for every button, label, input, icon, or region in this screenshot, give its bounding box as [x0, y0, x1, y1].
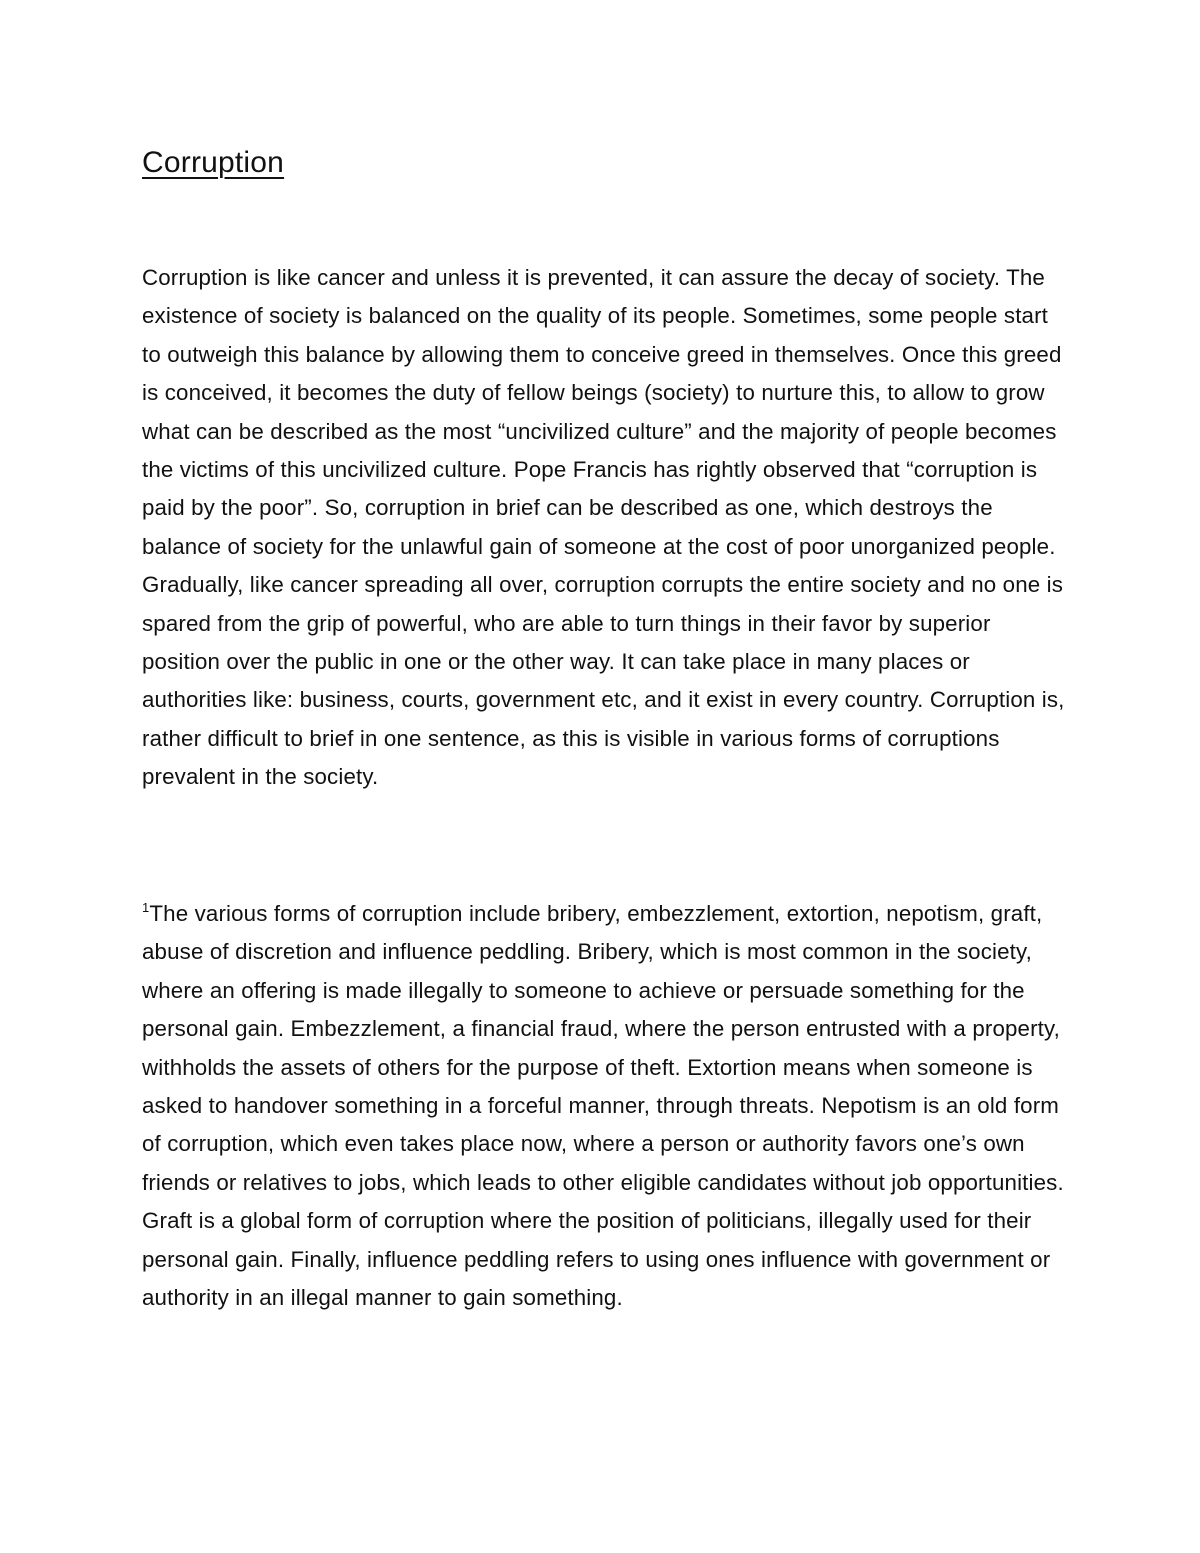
paragraph-2-text: The various forms of corruption include bribery, embezzlement, extortion, nepotism, graft, abuse of discretion and influence peddling. Bribery, which is most common in the society, where an offering is made illegally to someone to achieve or persuade something for the personal gain. Embezzlement, a financial fraud, where the person entrusted with a property, withholds the assets of others for the purpose of theft. Extortion means when someone is asked to handover something in a forceful manner, through threats. Nepotism is an old form of corruption, which even takes place now, where a person or authority favors one’s own friends or relatives to jobs, which leads to other eligible candidates without job opportunities. Graft is a global form of corruption where the position of politicians, illegally used for their personal gain. Finally, influence peddling refers to using ones influence with government or authority in an illegal manner to gain something.: [142, 901, 1064, 1311]
page-title: Corruption: [142, 146, 285, 179]
footnote-marker[interactable]: 1: [142, 900, 150, 915]
paragraph-1-text: Corruption is like cancer and unless it is prevented, it can assure the decay of society. The existence of society is balanced on the quality of its people. Sometimes, some people start to outweigh this balance by allowing them to conceive greed in themselves. Once this greed is conceived, it becomes the duty of fellow beings (society) to nurture this, to allow to grow what can be described as the most “uncivilized culture” and the majority of people becomes the victims of this uncivilized culture. Pope Francis has rightly observed that “corruption is paid by the poor”. So, corruption in brief can be described as one, which destroys the balance of society for the unlawful gain of someone at the cost of poor unorganized people. Gradually, like cancer spreading all over, corruption corrupts the entire society and no one is spared from the grip of powerful, who are able to turn things in their favor by superior position over the public in one or the other way. It can take place in many places or authorities like: business, courts, government etc, and it exist in every country. Corruption is, rather difficult to brief in one sentence, as this is visible in various forms of corruptions prevalent in the society.: [142, 265, 1065, 790]
body-paragraph-1: [142, 259, 1072, 797]
body-paragraph-2: [142, 895, 1072, 1317]
